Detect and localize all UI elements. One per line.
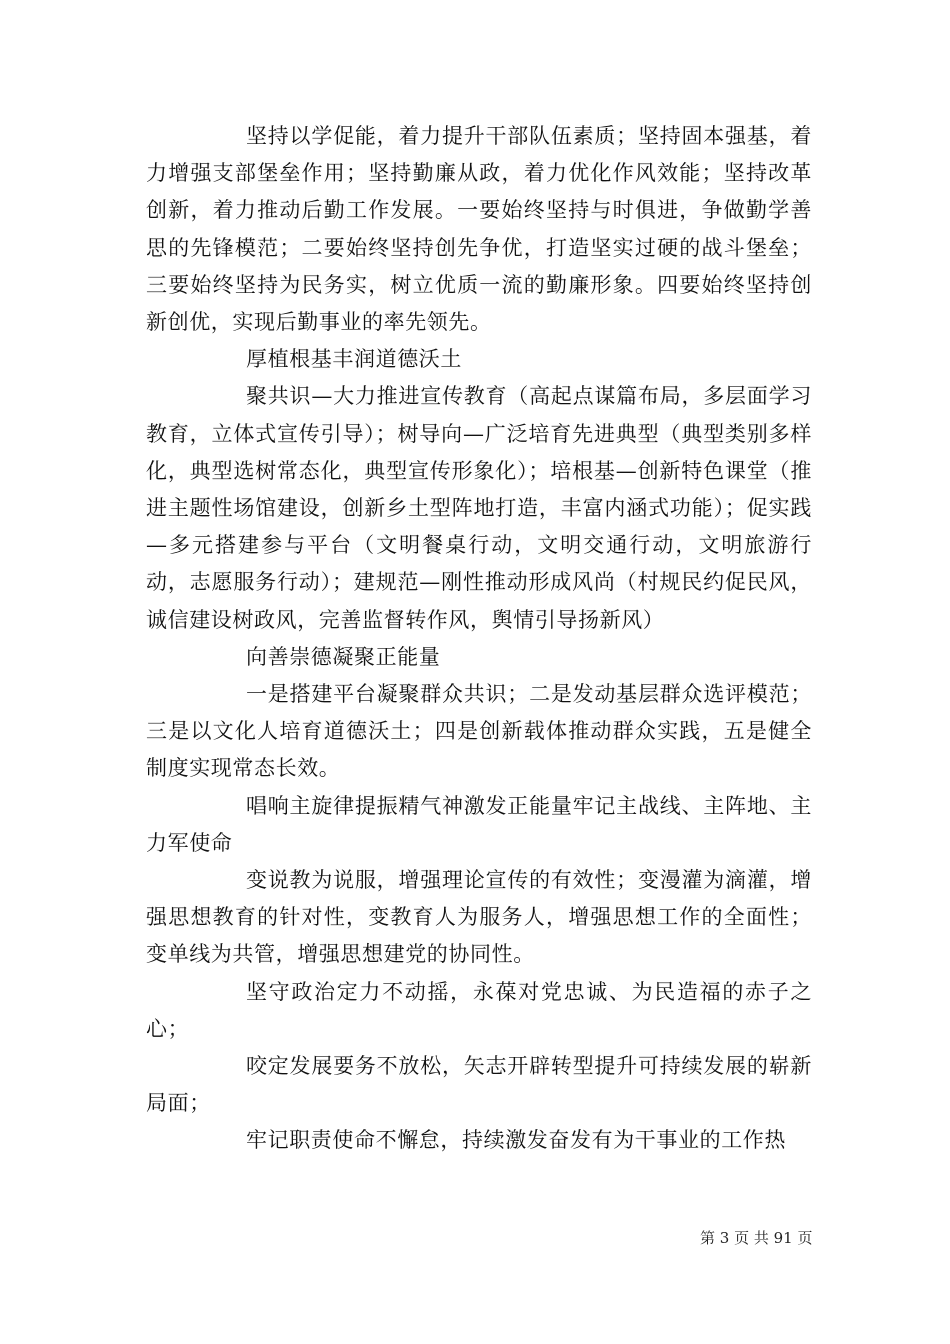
paragraph-3: 一是搭建平台凝聚群众共识；二是发动基层群众选评模范；三是以文化人培育道德沃土；四是创新载体推动群众实践，五是健全制度实现常态长效。 — [146, 682, 812, 781]
paragraph-6: 坚守政治定力不动摇，永葆对党忠诚、为民造福的赤子之心； — [146, 979, 812, 1041]
paragraph-4: 唱响主旋律提振精气神激发正能量牢记主战线、主阵地、主力军使命 — [146, 793, 812, 855]
paragraph-7: 咬定发展要务不放松，矢志开辟转型提升可持续发展的崭新局面； — [146, 1054, 812, 1116]
page-number-footer: 第 3 页 共 91 页 — [700, 1229, 813, 1247]
paragraph-8: 牢记职责使命不懈怠，持续激发奋发有为干事业的工作热 — [246, 1128, 786, 1153]
paragraph-5: 变说教为说服，增强理论宣传的有效性；变漫灌为滴灌，增强思想教育的针对性，变教育人为服务人，增强思想工作的全面性；变单线为共管，增强思想建党的协同性。 — [146, 868, 812, 967]
paragraph-1: 坚持以学促能，着力提升干部队伍素质；坚持固本强基，着力增强支部堡垒作用；坚持勤廉从政，着力优化作风效能；坚持改革创新，着力推动后勤工作发展。一要始终坚持与时俱进，争做勤学善思的先锋模范；二要始终坚持创先争优，打造坚实过硬的战斗堡垒；三要始终坚持为民务实，树立优质一流的勤廉形象。四要始终坚持创新创优，实现后勤事业的率先领先。 — [146, 124, 812, 335]
section-heading-1: 厚植根基丰润道德沃土 — [246, 347, 462, 372]
document-body — [146, 118, 812, 1160]
section-heading-2: 向善崇德凝聚正能量 — [246, 644, 441, 669]
paragraph-2: 聚共识—大力推进宣传教育（高起点谋篇布局，多层面学习教育，立体式宣传引导）；树导向—广泛培育先进典型（典型类别多样化，典型选树常态化，典型宣传形象化）；培根基—创新特色课堂（推进主题性场馆建设，创新乡土型阵地打造，丰富内涵式功能）；促实践—多元搭建参与平台（文明餐桌行动，文明交通行动，文明旅游行动，志愿服务行动）；建规范—刚性推动形成风尚（村规民约促民风，诚信建设树政风，完善监督转作风，舆情引导扬新风） — [146, 384, 812, 632]
